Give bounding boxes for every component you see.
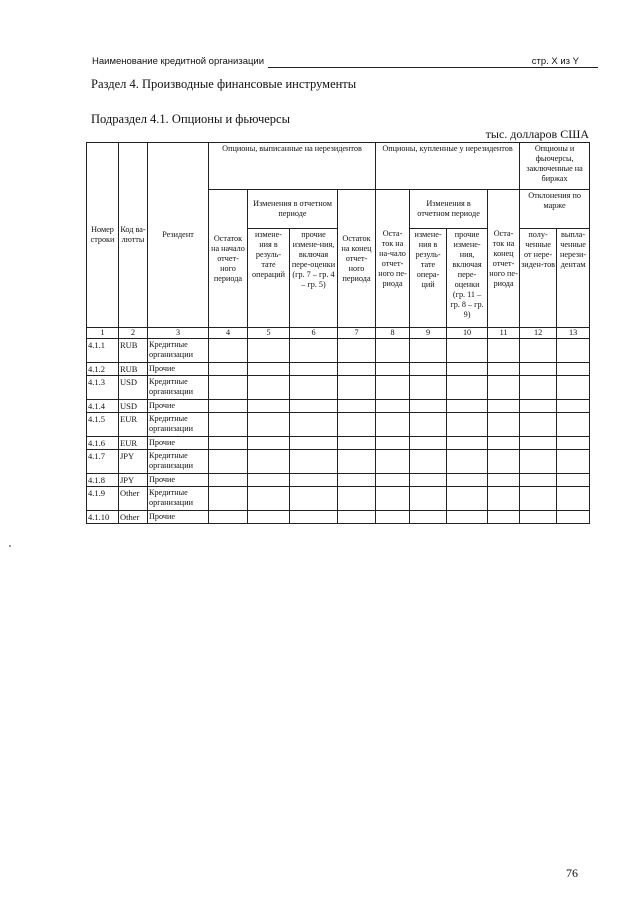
cell-9[interactable] [410,437,447,450]
cell-5[interactable] [248,474,290,487]
cell-6[interactable] [290,511,338,524]
group-futures-header: Опционы и фьючерсы, заключенные на биржах [520,143,590,190]
cell-5[interactable] [248,413,290,437]
page-header [92,56,579,70]
row-resident: Прочие [148,511,209,524]
row-code: 4.1.1 [87,339,119,363]
table-row [87,450,590,474]
table-row [87,474,590,487]
cell-4[interactable] [209,400,248,413]
cell-5[interactable] [248,400,290,413]
cell-9[interactable] [410,376,447,400]
row-resident: Кредитные организации [148,450,209,474]
row-resident: Кредитные организации [148,487,209,511]
cell-12[interactable] [520,474,557,487]
cell-9[interactable] [410,363,447,376]
cell-13[interactable] [557,487,590,511]
cell-10[interactable] [447,511,488,524]
cell-9[interactable] [410,339,447,363]
row-code: 4.1.8 [87,474,119,487]
cell-13[interactable] [557,363,590,376]
changes-bought-header: Изменения в отчетном периоде [410,190,488,229]
cell-10[interactable] [447,437,488,450]
row-resident: Прочие [148,363,209,376]
col-number: 6 [290,328,338,339]
row-code: 4.1.10 [87,511,119,524]
cell-9[interactable] [410,450,447,474]
cell-5[interactable] [248,339,290,363]
table-row [87,413,590,437]
table-row [87,376,590,400]
cell-11[interactable] [488,413,520,437]
row-currency: JPY [119,450,148,474]
col-currency-header: Код ва-лютты [119,143,148,328]
cell-6[interactable] [290,413,338,437]
table-header [87,143,590,339]
cell-4[interactable] [209,474,248,487]
cell-12[interactable] [520,413,557,437]
cell-5[interactable] [248,363,290,376]
cell-7[interactable] [338,450,376,474]
row-code: 4.1.4 [87,400,119,413]
cell-8[interactable] [376,474,410,487]
cell-8[interactable] [376,487,410,511]
org-name-label: Наименование кредитной организации [92,56,265,67]
cell-6[interactable] [290,400,338,413]
row-resident: Прочие [148,474,209,487]
table-body [87,339,590,524]
cell-12[interactable] [520,339,557,363]
cell-12[interactable] [520,437,557,450]
cell-13[interactable] [557,474,590,487]
cell-13[interactable] [557,450,590,474]
cell-7[interactable] [338,376,376,400]
cell-11[interactable] [488,376,520,400]
group-written-header: Опционы, выписанные на нерезидентов [209,143,376,190]
cell-11[interactable] [488,339,520,363]
cell-8[interactable] [376,450,410,474]
col-7-header: Остаток на конец отчет-ного периода [338,190,376,328]
col-row-no-header: Номер строки [87,143,119,328]
cell-13[interactable] [557,437,590,450]
cell-12[interactable] [520,511,557,524]
cell-7[interactable] [338,437,376,450]
cell-9[interactable] [410,487,447,511]
table-row [87,363,590,376]
row-currency: RUB [119,339,148,363]
table-row [87,511,590,524]
unit-label: тыс. долларов США [485,127,589,141]
cell-5[interactable] [248,437,290,450]
row-code: 4.1.9 [87,487,119,511]
col-resident-header: Резидент [148,143,209,328]
cell-7[interactable] [338,400,376,413]
cell-12[interactable] [520,376,557,400]
col-number: 9 [410,328,447,339]
col-number: 12 [520,328,557,339]
row-code: 4.1.6 [87,437,119,450]
section-title: Раздел 4. Производные финансовые инструменты [91,77,357,91]
row-currency: Other [119,511,148,524]
cell-6[interactable] [290,450,338,474]
cell-10[interactable] [447,376,488,400]
row-code: 4.1.3 [87,376,119,400]
cell-6[interactable] [290,339,338,363]
cell-4[interactable] [209,450,248,474]
row-resident: Прочие [148,437,209,450]
page-of-label: стр. X из Y [531,56,579,67]
cell-7[interactable] [338,413,376,437]
col-4-header: Остаток на начало отчет-ного периода [209,190,248,328]
cell-4[interactable] [209,487,248,511]
cell-8[interactable] [376,413,410,437]
cell-4[interactable] [209,376,248,400]
cell-7[interactable] [338,363,376,376]
row-resident: Прочие [148,400,209,413]
row-code: 4.1.5 [87,413,119,437]
cell-12[interactable] [520,400,557,413]
org-name-line [268,67,598,68]
cell-9[interactable] [410,400,447,413]
cell-9[interactable] [410,511,447,524]
cell-8[interactable] [376,363,410,376]
cell-11[interactable] [488,437,520,450]
cell-12[interactable] [520,450,557,474]
subsection-title: Подраздел 4.1. Опционы и фьючерсы [91,112,290,126]
cell-4[interactable] [209,511,248,524]
col-11-header: Оста-ток на конец отчет-ного пе-риода [488,190,520,328]
row-code: 4.1.2 [87,363,119,376]
col-number: 7 [338,328,376,339]
cell-6[interactable] [290,437,338,450]
col-8-header: Оста-ток на на-чало отчет-ного пе-риода [376,190,410,328]
cell-8[interactable] [376,400,410,413]
cell-7[interactable] [338,339,376,363]
cell-5[interactable] [248,450,290,474]
row-currency: RUB [119,363,148,376]
cell-5[interactable] [248,487,290,511]
col-number: 10 [447,328,488,339]
cell-13[interactable] [557,339,590,363]
cell-11[interactable] [488,400,520,413]
cell-10[interactable] [447,450,488,474]
cell-12[interactable] [520,487,557,511]
cell-10[interactable] [447,339,488,363]
row-currency: JPY [119,474,148,487]
options-futures-table [86,142,590,524]
cell-13[interactable] [557,413,590,437]
cell-7[interactable] [338,474,376,487]
col-number: 3 [148,328,209,339]
col-number: 11 [488,328,520,339]
row-currency: USD [119,400,148,413]
changes-written-header: Изменения в отчетном периоде [248,190,338,229]
cell-10[interactable] [447,487,488,511]
table-row [87,339,590,363]
row-currency: Other [119,487,148,511]
cell-6[interactable] [290,487,338,511]
table-row [87,487,590,511]
cell-8[interactable] [376,511,410,524]
cell-5[interactable] [248,376,290,400]
cell-4[interactable] [209,339,248,363]
cell-5[interactable] [248,511,290,524]
cell-13[interactable] [557,511,590,524]
cell-11[interactable] [488,487,520,511]
cell-9[interactable] [410,413,447,437]
cell-6[interactable] [290,474,338,487]
cell-6[interactable] [290,376,338,400]
col-10-header: прочие измене-ния, включая пере-оценки (гр. 11 – гр. 8 – гр. 9) [447,229,488,328]
col-number: 13 [557,328,590,339]
col-13-header: выпла-ченные нерези-дентам [557,229,590,328]
col-5-header: измене-ния в резуль-тате операций [248,229,290,328]
cell-4[interactable] [209,413,248,437]
row-resident: Кредитные организации [148,376,209,400]
cell-13[interactable] [557,376,590,400]
col-6-header: прочие измене-ния, включая пере-оценки (гр. 7 – гр. 4 – гр. 5) [290,229,338,328]
cell-10[interactable] [447,400,488,413]
row-resident: Кредитные организации [148,413,209,437]
cell-11[interactable] [488,474,520,487]
cell-7[interactable] [338,487,376,511]
col-number: 5 [248,328,290,339]
cell-11[interactable] [488,363,520,376]
table-row [87,437,590,450]
cell-10[interactable] [447,363,488,376]
cell-8[interactable] [376,437,410,450]
page-number: 76 [566,866,578,880]
row-currency: EUR [119,437,148,450]
col-number: 2 [119,328,148,339]
margin-header: Отклонения по марже [520,190,590,229]
cell-9[interactable] [410,474,447,487]
cell-10[interactable] [447,474,488,487]
cell-8[interactable] [376,376,410,400]
column-number-row [87,328,590,339]
table-row [87,400,590,413]
cell-11[interactable] [488,450,520,474]
cell-4[interactable] [209,363,248,376]
col-number: 8 [376,328,410,339]
cell-12[interactable] [520,363,557,376]
col-number: 1 [87,328,119,339]
cell-8[interactable] [376,339,410,363]
cell-11[interactable] [488,511,520,524]
col-12-header: полу-ченные от нере-зиден-тов [520,229,557,328]
col-number: 4 [209,328,248,339]
cell-4[interactable] [209,437,248,450]
cell-6[interactable] [290,363,338,376]
group-bought-header: Опционы, купленные у нерезидентов [376,143,520,190]
cell-10[interactable] [447,413,488,437]
cell-13[interactable] [557,400,590,413]
col-9-header: измене-ния в резуль-тате опера-ций [410,229,447,328]
scan-speck [9,545,11,547]
row-resident: Кредитные организации [148,339,209,363]
row-code: 4.1.7 [87,450,119,474]
row-currency: EUR [119,413,148,437]
row-currency: USD [119,376,148,400]
cell-7[interactable] [338,511,376,524]
